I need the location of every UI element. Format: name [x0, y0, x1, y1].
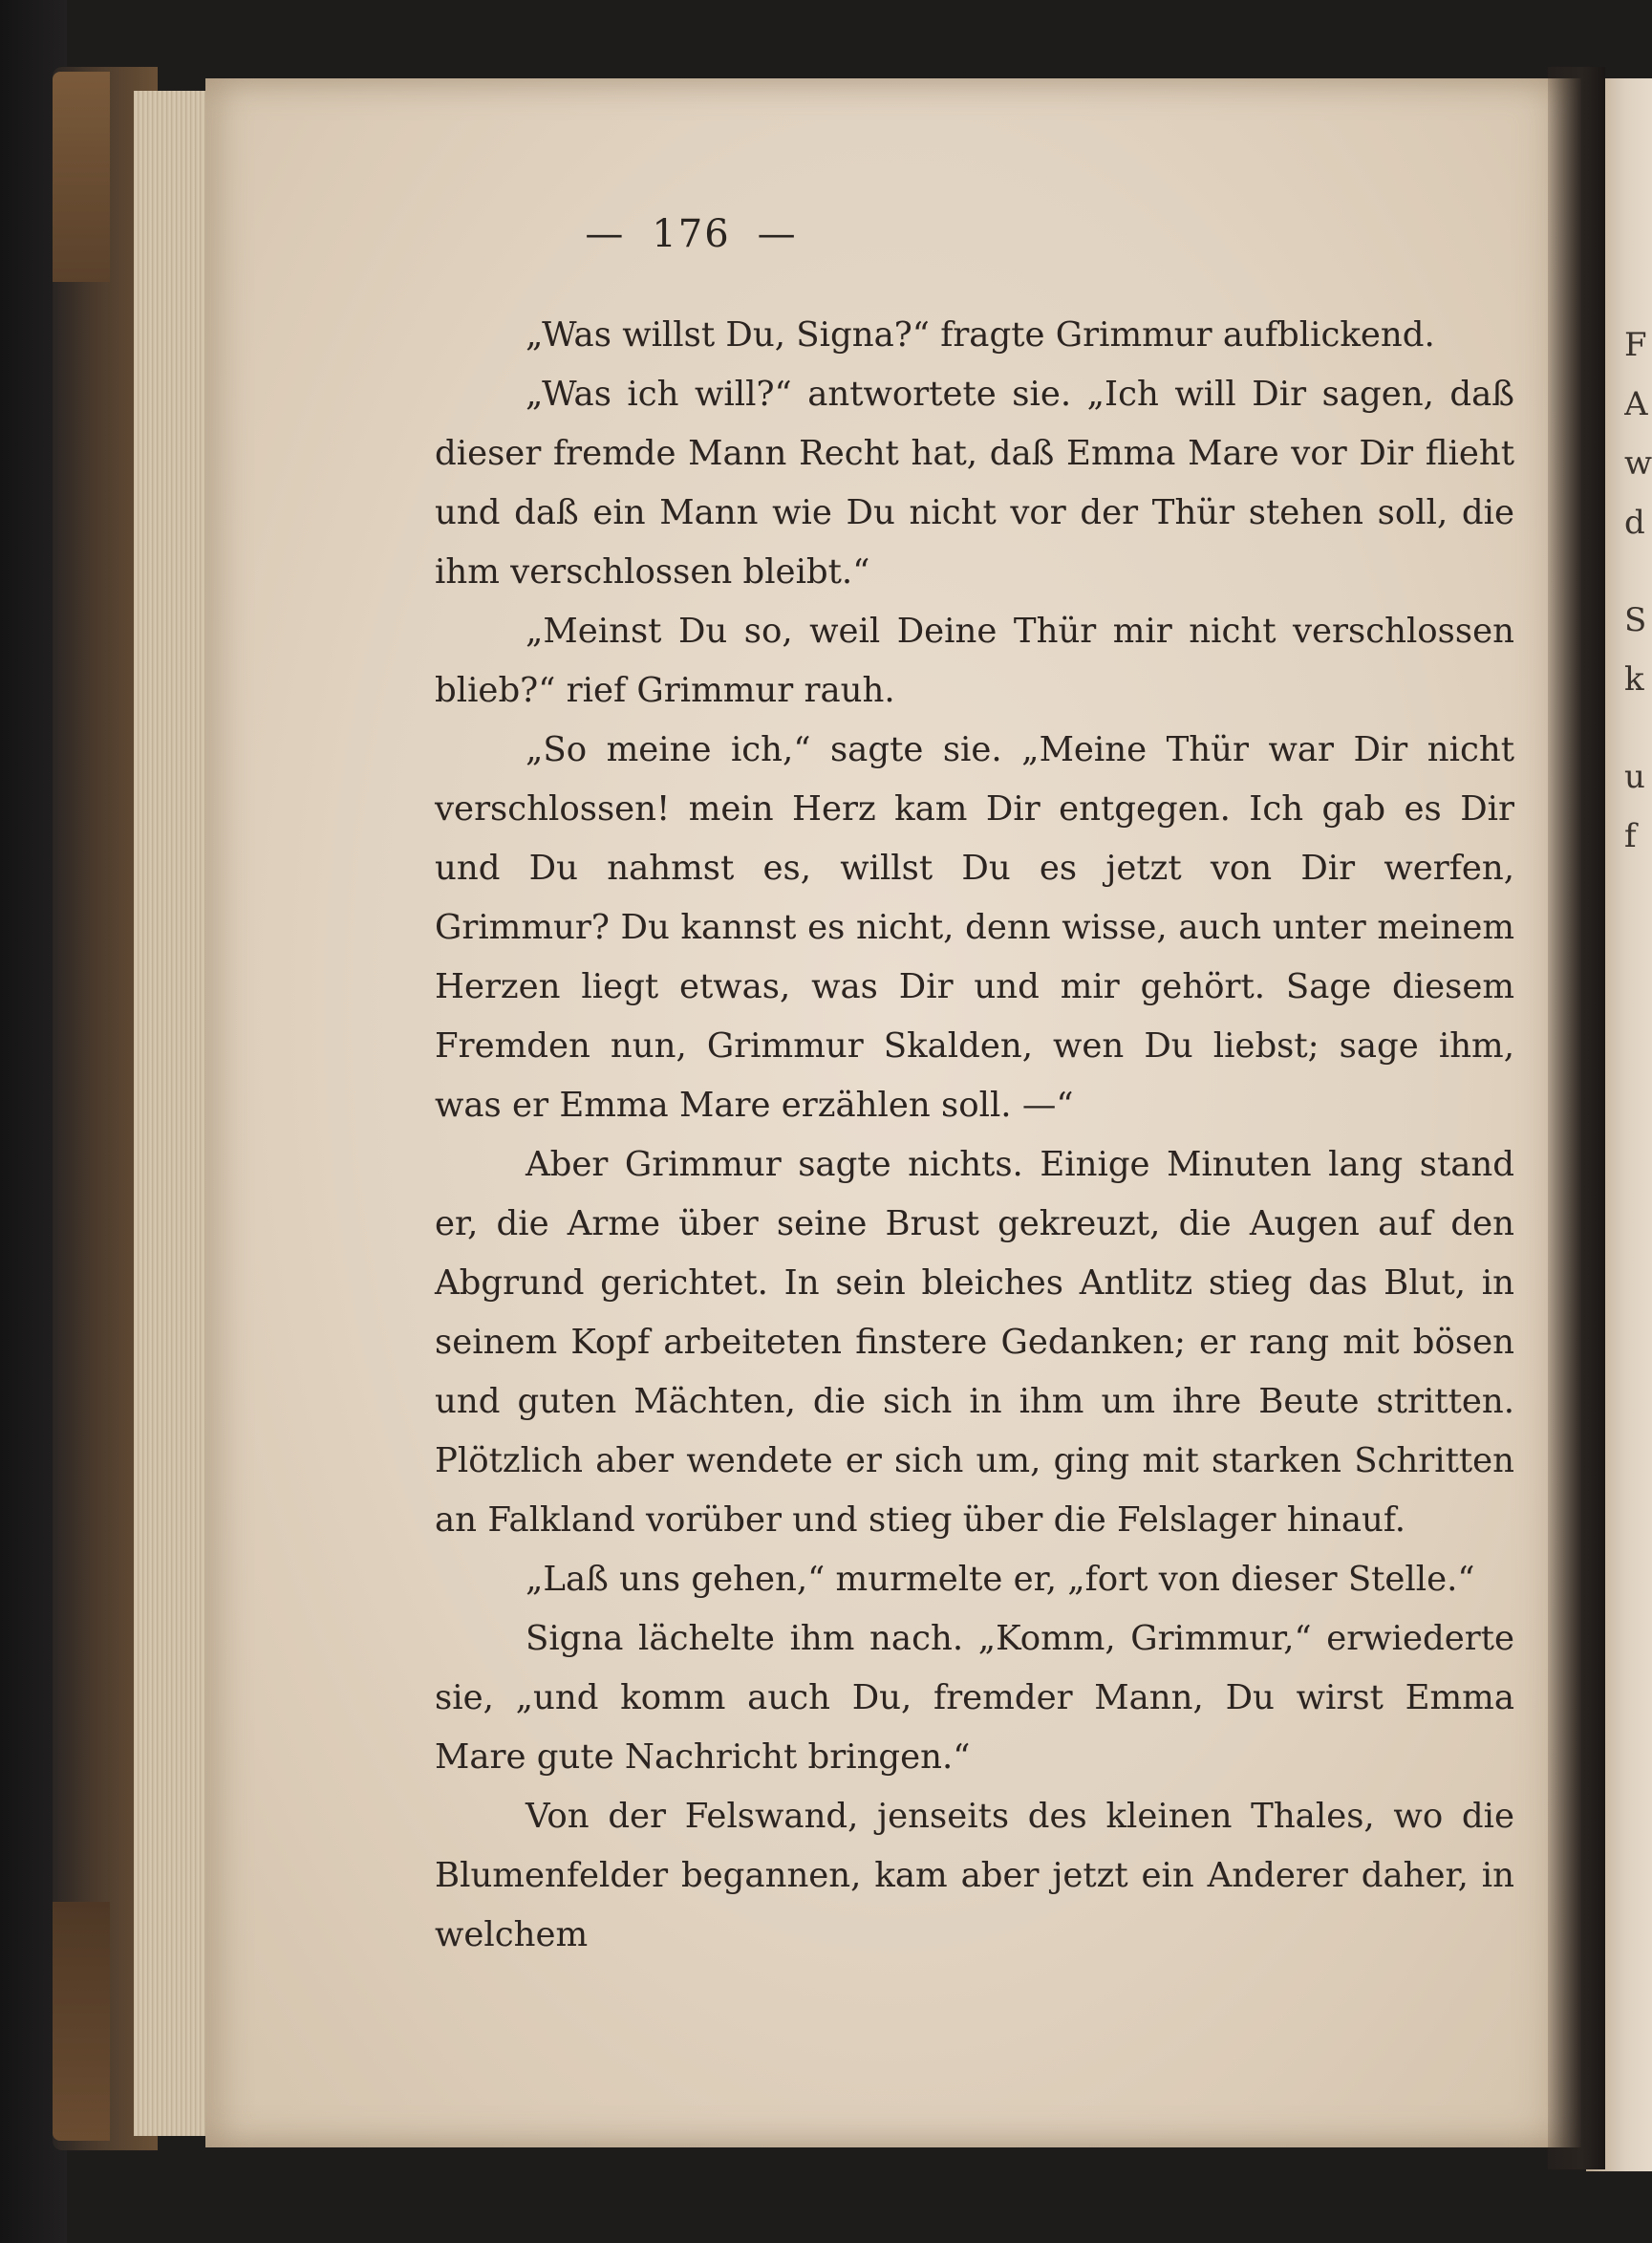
- facing-fragment: k: [1624, 660, 1644, 699]
- paragraph: „Meinst Du so, weil Deine Thür mir nicht verschlossen blieb?“ rief Grimmur rauh.: [435, 612, 1514, 710]
- header-dash-left: —: [585, 212, 626, 256]
- facing-fragment: F: [1624, 326, 1647, 364]
- paragraph: Signa lächelte ihm nach. „Komm, Grimmur,“ erwiederte sie, „und komm auch Du, fremder Mann, Du wirst Emma Mare gute Nachricht bringen.“: [435, 1619, 1514, 1777]
- facing-fragment: d: [1624, 504, 1645, 542]
- paragraph: Aber Grimmur sagte nichts. Einige Minuten lang stand er, die Arme über seine Brust gekreuzt, die Augen auf den Abgrund gerichtet. In sein bleiches Antlitz stieg das Blut, in seinem Kopf arbeiteten finstere Gedanken; er rang mit bösen und guten Mächten, die sich in ihm um ihre Beute stritten. Plötzlich aber wendete er sich um, ging mit starken Schritten an Falkland vorüber und stieg über die Felslager hinauf.: [435, 1145, 1514, 1540]
- paragraph: „Was ich will?“ antwortete sie. „Ich will Dir sagen, daß dieser fremde Mann Recht hat, daß Emma Mare vor Dir flieht und daß ein Mann wie Du nicht vor der Thür stehen soll, die ihm verschlossen bleibt.“: [435, 375, 1514, 592]
- page-block-edges: [134, 91, 215, 2136]
- facing-fragment: w: [1624, 444, 1652, 483]
- book-gutter: [1548, 67, 1605, 2169]
- facing-page-text: [1624, 315, 1652, 866]
- page-header: [0, 212, 1384, 256]
- cover-corner-bottom: [53, 1902, 110, 2141]
- paragraph: Von der Felswand, jenseits des kleinen Thales, wo die Blumenfelder begannen, kam aber jetzt ein Anderer daher, in welchem: [435, 1797, 1514, 1954]
- facing-fragment: S: [1624, 601, 1647, 639]
- page-number: 176: [652, 212, 731, 256]
- body-text: [435, 306, 1514, 1965]
- header-dash-right: —: [757, 212, 798, 256]
- paragraph: „Was willst Du, Signa?“ fragte Grimmur aufblickend.: [526, 315, 1435, 355]
- facing-fragment: f: [1624, 817, 1637, 855]
- paragraph: „So meine ich,“ sagte sie. „Meine Thür war Dir nicht verschlossen! mein Herz kam Dir entgegen. Ich gab es Dir und Du nahmst es, willst Du es jetzt von Dir werfen, Grimmur? Du kannst es nicht, denn wisse, auch unter meinem Herzen liegt etwas, was Dir und mir gehört. Sage diesem Fremden nun, Grimmur Skalden, wen Du liebst; sage ihm, was er Emma Mare erzählen soll. —“: [435, 730, 1514, 1125]
- paragraph: „Laß uns gehen,“ murmelte er, „fort von dieser Stelle.“: [526, 1560, 1475, 1599]
- facing-fragment: u: [1624, 758, 1645, 796]
- facing-fragment: A: [1624, 385, 1648, 423]
